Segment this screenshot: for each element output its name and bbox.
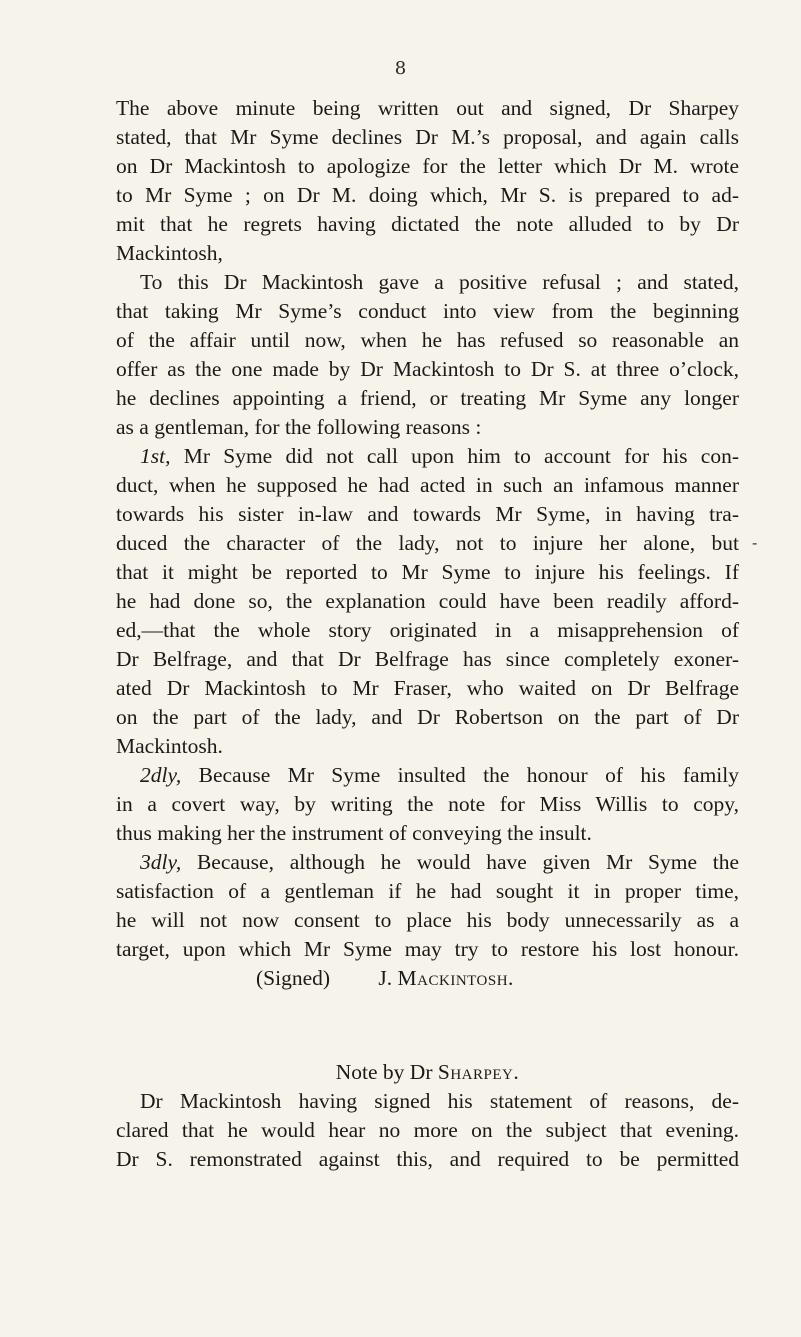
text-line: he will not now consent to place his body unnecessarily as a — [116, 908, 739, 932]
note-heading-name: Sharpey. — [437, 1060, 520, 1084]
text-line: as a gentleman, for the following reasons : — [116, 415, 482, 439]
ordinal-third: 3dly, — [140, 850, 182, 874]
text-line: Mackintosh. — [116, 734, 223, 758]
text-line: stated, that Mr Syme declines Dr M.’s proposal, and again calls — [116, 125, 739, 149]
margin-mark: - — [752, 533, 758, 552]
text-line: Mr Syme did not call upon him to account for his con- — [183, 444, 739, 468]
ordinal-second: 2dly, — [140, 763, 182, 787]
text-line: target, upon which Mr Syme may try to restore his lost honour. — [116, 937, 739, 961]
text-line: Dr S. remonstrated against this, and required to be permitted — [116, 1147, 739, 1171]
text-line: on Dr Mackintosh to apologize for the letter which Dr M. wrote — [116, 154, 739, 178]
text-line: The above minute being written out and signed, Dr Sharpey — [116, 96, 739, 120]
reason-first — [140, 446, 739, 468]
reason-third — [140, 852, 739, 874]
text-line: he had done so, the explanation could have been readily afford- — [116, 589, 739, 613]
text-line: towards his sister in-law and towards Mr Syme, in having tra- — [116, 502, 739, 526]
text-line: Because, although he would have given Mr Syme the — [196, 850, 740, 874]
signature-initial: J. — [378, 966, 393, 990]
text-line: ated Dr Mackintosh to Mr Fraser, who waited on Dr Belfrage — [116, 676, 739, 700]
reason-second — [140, 765, 739, 787]
text-line: that it might be reported to Mr Syme to injure his feelings. If — [116, 560, 739, 584]
note-heading-prefix: Note by Dr — [335, 1060, 433, 1084]
text-line: that taking Mr Syme’s conduct into view from the beginning — [116, 299, 739, 323]
text-line: duced the character of the lady, not to injure her alone, but — [116, 531, 739, 555]
text-line: To this Dr Mackintosh gave a positive refusal ; and stated, — [140, 270, 739, 294]
ordinal-first: 1st, — [140, 444, 171, 468]
signature-name: Mackintosh. — [397, 966, 514, 990]
text-line: mit that he regrets having dictated the note alluded to by Dr — [116, 212, 739, 236]
text-line: Because Mr Syme insulted the honour of his family — [198, 763, 739, 787]
text-line: ed,—that the whole story originated in a misapprehension of — [116, 618, 739, 642]
text-line: he declines appointing a friend, or treating Mr Syme any longer — [116, 386, 739, 410]
text-line: in a covert way, by writing the note for Miss Willis to copy, — [116, 792, 739, 816]
text-line: Dr Belfrage, and that Dr Belfrage has since completely exoner- — [116, 647, 739, 671]
text-line: Dr Mackintosh having signed his statement of reasons, de- — [140, 1089, 739, 1113]
text-line: clared that he would hear no more on the subject that evening. — [116, 1118, 739, 1142]
signature-line — [256, 968, 676, 990]
text-line: of the affair until now, when he has refused so reasonable an — [116, 328, 739, 352]
text-line: Mackintosh, — [116, 241, 223, 265]
signature-label: (Signed) — [256, 966, 331, 990]
text-line: satisfaction of a gentleman if he had sought it in proper time, — [116, 879, 739, 903]
text-line: on the part of the lady, and Dr Robertson on the part of Dr — [116, 705, 739, 729]
text-line: to Mr Syme ; on Dr M. doing which, Mr S. is prepared to ad- — [116, 183, 739, 207]
text-line: duct, when he supposed he had acted in such an infamous manner — [116, 473, 739, 497]
note-heading — [116, 1062, 739, 1084]
text-line: offer as the one made by Dr Mackintosh to Dr S. at three o’clock, — [116, 357, 739, 381]
text-line: thus making her the instrument of conveying the insult. — [116, 821, 592, 845]
page-number: 8 — [394, 58, 407, 79]
